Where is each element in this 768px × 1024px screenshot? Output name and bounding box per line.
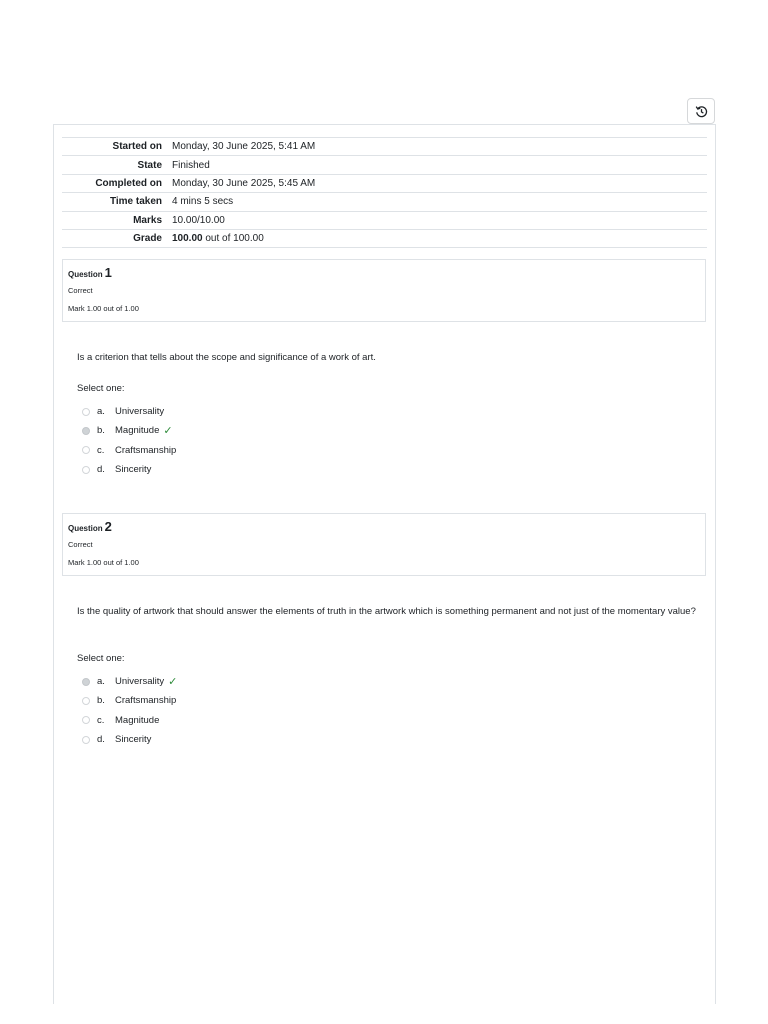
answer-radio-selected[interactable] bbox=[82, 427, 90, 435]
answer-radio[interactable] bbox=[82, 466, 90, 474]
answer-option-c[interactable] bbox=[82, 441, 176, 460]
answer-radio[interactable] bbox=[82, 716, 90, 724]
question-1-info bbox=[62, 259, 706, 322]
answer-option-b[interactable] bbox=[82, 691, 177, 710]
answer-option-a[interactable] bbox=[82, 402, 176, 421]
question-number bbox=[68, 519, 700, 534]
answer-text: Magnitude bbox=[115, 425, 160, 437]
summary-row-grade bbox=[62, 229, 707, 247]
question-2-answers bbox=[82, 672, 177, 749]
summary-row-state bbox=[62, 156, 707, 174]
attempt-summary-table bbox=[62, 137, 707, 248]
checkmark-icon: ✓ bbox=[168, 676, 178, 689]
summary-value: Monday, 30 June 2025, 5:41 AM bbox=[172, 141, 316, 153]
answer-letter: a. bbox=[97, 676, 105, 688]
answer-letter: a. bbox=[97, 406, 105, 418]
answer-letter: b. bbox=[97, 425, 105, 437]
summary-label: Grade bbox=[133, 233, 162, 245]
answer-radio[interactable] bbox=[82, 697, 90, 705]
question-state: Correct bbox=[68, 540, 93, 549]
answer-text: Universality bbox=[115, 676, 165, 688]
answer-option-b[interactable] bbox=[82, 421, 176, 440]
answer-letter: c. bbox=[97, 714, 105, 726]
summary-label: Marks bbox=[133, 214, 162, 226]
summary-row-started bbox=[62, 138, 707, 156]
answer-option-d[interactable] bbox=[82, 460, 176, 479]
answer-radio[interactable] bbox=[82, 446, 90, 454]
answer-text: Sincerity bbox=[115, 734, 152, 746]
answer-text: Magnitude bbox=[115, 714, 160, 726]
answer-text: Craftsmanship bbox=[115, 444, 177, 456]
grade-total: out of 100.00 bbox=[202, 233, 264, 245]
history-icon bbox=[695, 105, 708, 118]
question-state: Correct bbox=[68, 286, 93, 295]
answer-radio[interactable] bbox=[82, 408, 90, 416]
answer-text: Sincerity bbox=[115, 464, 152, 476]
summary-row-time-taken bbox=[62, 193, 707, 211]
question-label: Question bbox=[68, 524, 103, 533]
question-number-value: 2 bbox=[104, 519, 112, 534]
question-number-value: 1 bbox=[104, 265, 112, 280]
summary-row-marks bbox=[62, 211, 707, 229]
answer-radio-selected[interactable] bbox=[82, 678, 90, 686]
summary-value: 4 mins 5 secs bbox=[172, 196, 234, 208]
question-1-prompt: Select one: bbox=[77, 383, 125, 394]
answer-letter: b. bbox=[97, 695, 105, 707]
checkmark-icon: ✓ bbox=[163, 425, 173, 438]
summary-value: Monday, 30 June 2025, 5:45 AM bbox=[172, 177, 316, 189]
summary-value bbox=[172, 229, 707, 247]
summary-value: Finished bbox=[172, 159, 210, 171]
question-2-prompt: Select one: bbox=[77, 653, 125, 664]
question-grade: Mark 1.00 out of 1.00 bbox=[68, 558, 139, 567]
summary-label: State bbox=[137, 159, 162, 171]
question-grade: Mark 1.00 out of 1.00 bbox=[68, 304, 139, 313]
answer-text: Universality bbox=[115, 406, 165, 418]
summary-label: Completed on bbox=[95, 177, 162, 189]
summary-label: Time taken bbox=[109, 196, 162, 208]
answer-letter: c. bbox=[97, 444, 105, 456]
question-2-info bbox=[62, 513, 706, 576]
question-1-text: Is a criterion that tells about the scope and significance of a work of art. bbox=[77, 352, 376, 363]
answer-letter: d. bbox=[97, 464, 105, 476]
summary-value: 10.00/10.00 bbox=[172, 214, 225, 226]
grade-score: 100.00 bbox=[172, 233, 203, 245]
summary-label: Started on bbox=[112, 141, 162, 153]
history-button[interactable] bbox=[687, 98, 715, 124]
question-number bbox=[68, 265, 700, 280]
answer-option-c[interactable] bbox=[82, 711, 177, 730]
question-1-answers bbox=[82, 402, 176, 479]
answer-option-a[interactable] bbox=[82, 672, 177, 691]
answer-option-d[interactable] bbox=[82, 730, 177, 749]
answer-letter: d. bbox=[97, 734, 105, 746]
answer-text: Craftsmanship bbox=[115, 695, 177, 707]
summary-row-completed bbox=[62, 174, 707, 192]
answer-radio[interactable] bbox=[82, 736, 90, 744]
question-2-text: Is the quality of artwork that should answer the elements of truth in the artwork which is something permanent and not just of the momentary value? bbox=[77, 606, 696, 617]
question-label: Question bbox=[68, 270, 103, 279]
